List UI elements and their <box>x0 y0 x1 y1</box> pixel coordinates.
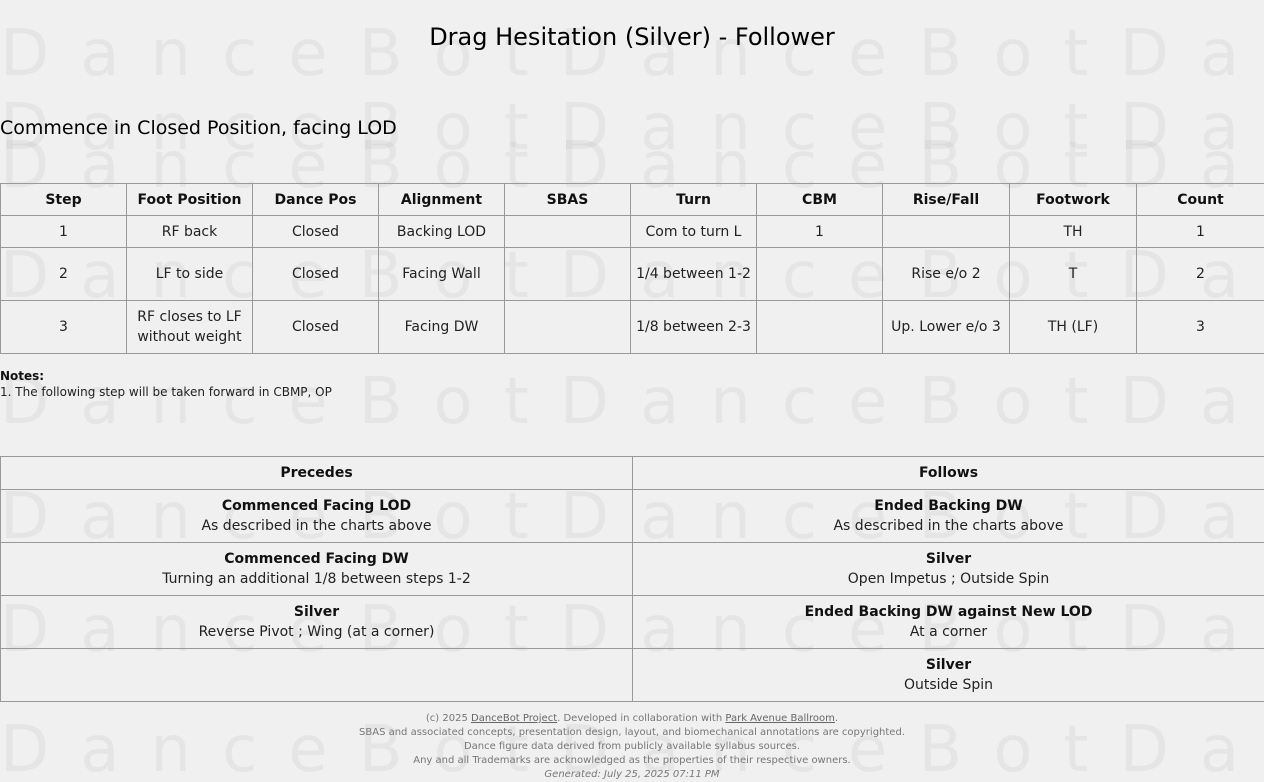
cell-alignment: Backing LOD <box>379 216 505 248</box>
precedes-follows-table <box>0 456 1264 702</box>
table-row <box>1 649 1264 702</box>
follows-cell <box>633 596 1264 649</box>
cell-count: 2 <box>1137 248 1264 301</box>
follows-title: Silver <box>925 657 972 673</box>
footer-copyright-line <box>0 712 1264 726</box>
column-header-rise-fall: Rise/Fall <box>883 184 1010 216</box>
footer-trademark-line: Any and all Trademarks are acknowledged as the properties of their respective owners. <box>413 755 851 766</box>
follows-title: Ended Backing DW <box>874 498 1023 514</box>
cell-dance-pos: Closed <box>253 301 379 354</box>
cell-step: 2 <box>1 248 127 301</box>
follows-title: Ended Backing DW against New LOD <box>804 604 1093 620</box>
precedes-title: Commenced Facing LOD <box>221 498 412 514</box>
table-row <box>1 490 1264 543</box>
column-header-alignment: Alignment <box>379 184 505 216</box>
precedes-cell <box>1 596 633 649</box>
precedes-description: Reverse Pivot ; Wing (at a corner) <box>198 624 435 640</box>
precedes-title: Commenced Facing DW <box>224 551 409 567</box>
follows-cell <box>633 543 1264 596</box>
column-header-sbas: SBAS <box>505 184 631 216</box>
footer-sbas-line: SBAS and associated concepts, presentation design, layout, and biomechanical annotations are copyrighted. <box>359 727 905 738</box>
precedes-description: Turning an additional 1/8 between steps 1-2 <box>162 571 471 587</box>
relations-header-row <box>1 457 1264 490</box>
commence-heading: Commence in Closed Position, facing LOD <box>0 117 397 139</box>
precedes-title: Silver <box>293 604 340 620</box>
column-header-dance-pos: Dance Pos <box>253 184 379 216</box>
cell-dance-pos: Closed <box>253 248 379 301</box>
cell-count: 1 <box>1137 216 1264 248</box>
table-row <box>1 301 1264 354</box>
footer-data-source-line: Dance figure data derived from publicly available syllabus sources. <box>463 741 801 752</box>
cell-turn: 1/8 between 2-3 <box>631 301 757 354</box>
column-header-step: Step <box>1 184 127 216</box>
precedes-cell <box>1 649 633 702</box>
follows-description: Open Impetus ; Outside Spin <box>847 571 1050 587</box>
column-header-foot-position: Foot Position <box>127 184 253 216</box>
column-header-precedes: Precedes <box>1 457 633 490</box>
copyright-text: (c) 2025 <box>425 713 468 724</box>
column-header-turn: Turn <box>631 184 757 216</box>
developed-text: . Developed in collaboration with <box>557 713 723 724</box>
follows-description: At a corner <box>909 624 988 640</box>
follows-cell <box>633 490 1264 543</box>
cell-step: 3 <box>1 301 127 354</box>
cell-foot-position: LF to side <box>127 248 253 301</box>
steps-header-row <box>1 184 1264 216</box>
footer <box>0 712 1264 782</box>
cell-step: 1 <box>1 216 127 248</box>
table-row <box>1 216 1264 248</box>
note-item: 1. The following step will be taken forward in CBMP, OP <box>0 385 332 399</box>
cell-footwork: TH (LF) <box>1010 301 1137 354</box>
page-title: Drag Hesitation (Silver) - Follower <box>429 23 835 51</box>
cell-foot-position: RF back <box>127 216 253 248</box>
table-row <box>1 248 1264 301</box>
footer-generated-line: Generated: July 25, 2025 07:11 PM <box>544 769 720 780</box>
cell-rise-fall: Up. Lower e/o 3 <box>883 301 1010 354</box>
column-header-count: Count <box>1137 184 1264 216</box>
follows-title: Silver <box>925 551 972 567</box>
notes-label: Notes: <box>0 369 45 383</box>
cell-footwork: TH <box>1010 216 1137 248</box>
cell-turn: Com to turn L <box>631 216 757 248</box>
cell-sbas <box>505 301 631 354</box>
precedes-cell <box>1 543 633 596</box>
column-header-cbm: CBM <box>757 184 883 216</box>
cell-footwork: T <box>1010 248 1137 301</box>
cell-rise-fall <box>883 216 1010 248</box>
follows-description: As described in the charts above <box>833 518 1064 534</box>
cell-foot-position: RF closes to LF without weight <box>127 301 253 354</box>
dancebot-project-link[interactable]: DanceBot Project <box>471 713 558 724</box>
cell-cbm: 1 <box>757 216 883 248</box>
park-avenue-ballroom-link[interactable]: Park Avenue Ballroom <box>725 713 835 724</box>
precedes-cell <box>1 490 633 543</box>
column-header-footwork: Footwork <box>1010 184 1137 216</box>
cell-count: 3 <box>1137 301 1264 354</box>
cell-dance-pos: Closed <box>253 216 379 248</box>
table-row <box>1 543 1264 596</box>
follows-cell <box>633 649 1264 702</box>
cell-sbas <box>505 216 631 248</box>
notes-section <box>0 368 332 400</box>
column-header-follows: Follows <box>633 457 1264 490</box>
cell-alignment: Facing DW <box>379 301 505 354</box>
steps-table <box>0 183 1264 354</box>
partner-suffix: . <box>834 713 839 724</box>
precedes-description: As described in the charts above <box>201 518 432 534</box>
cell-cbm <box>757 248 883 301</box>
cell-alignment: Facing Wall <box>379 248 505 301</box>
cell-rise-fall: Rise e/o 2 <box>883 248 1010 301</box>
cell-turn: 1/4 between 1-2 <box>631 248 757 301</box>
cell-sbas <box>505 248 631 301</box>
cell-cbm <box>757 301 883 354</box>
follows-description: Outside Spin <box>903 677 994 693</box>
table-row <box>1 596 1264 649</box>
